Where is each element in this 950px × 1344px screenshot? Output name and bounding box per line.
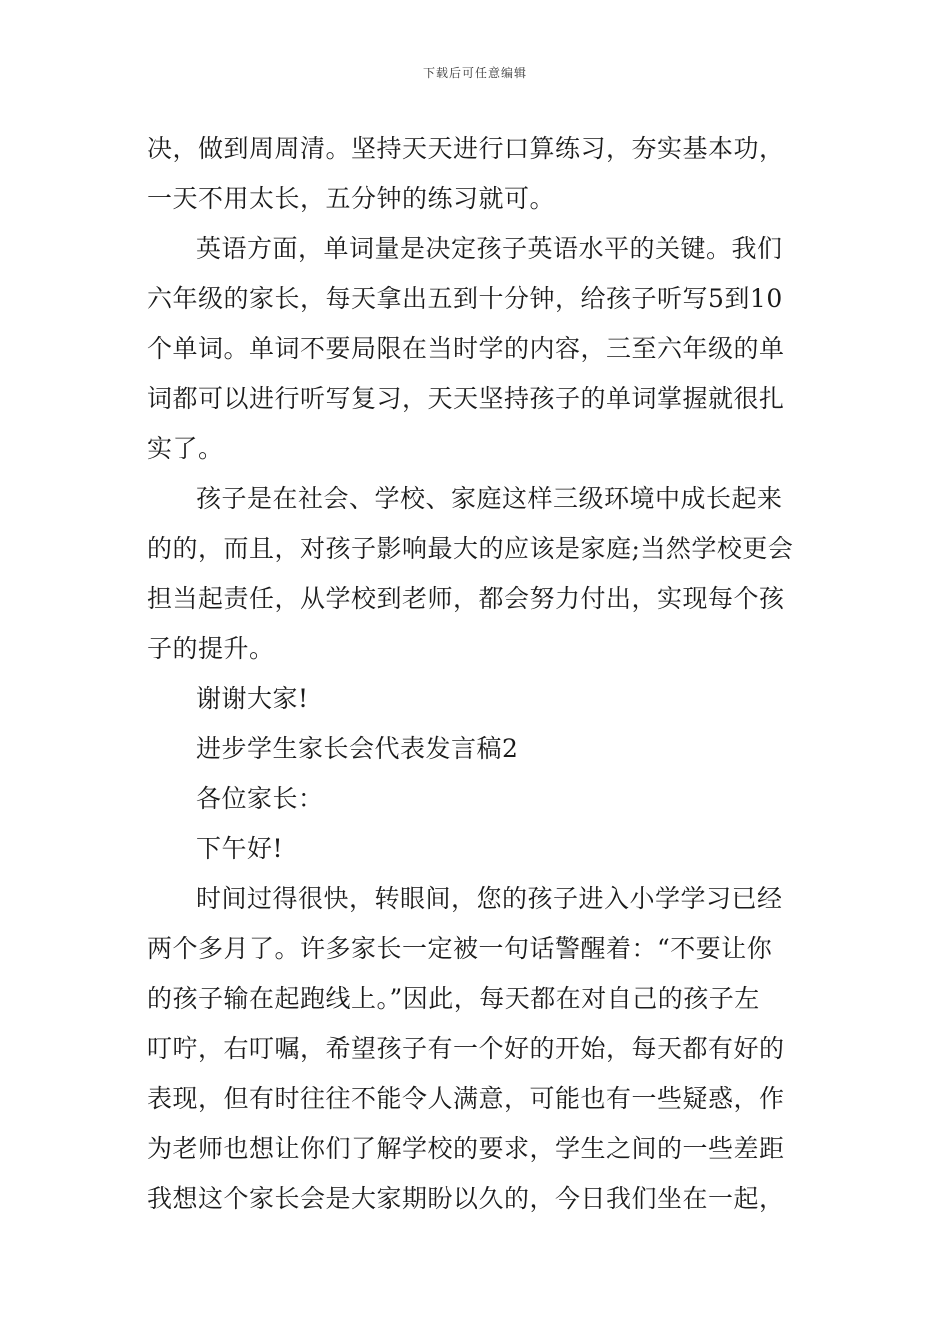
text-line: 六年级的家长，每天拿出五到十分钟，给孩子听写5到10	[147, 284, 783, 313]
text-line: 英语方面，单词量是决定孩子英语水平的关键。我们	[196, 234, 783, 263]
section-title: 进步学生家长会代表发言稿2	[196, 734, 519, 763]
text-line: 一天不用太长，五分钟的练习就可。	[147, 184, 556, 213]
text-line: 子的提升。	[147, 634, 275, 663]
text-line: 孩子是在社会、学校、家庭这样三级环境中成长起来	[196, 484, 783, 513]
text-line: 实了。	[147, 434, 224, 463]
text-line: 为老师也想让你们了解学校的要求，学生之间的一些差距	[147, 1134, 785, 1163]
text-line: 的孩子输在起跑线上。”因此，每天都在对自己的孩子左	[147, 984, 760, 1013]
text-line: 时间过得很快，转眼间，您的孩子进入小学学习已经	[196, 884, 783, 913]
header-note: 下载后可任意编辑	[422, 66, 527, 80]
text-line: 个单词。单词不要局限在当时学的内容，三至六年级的单	[147, 334, 785, 363]
document-body	[147, 124, 807, 1224]
text-line: 我想这个家长会是大家期盼以久的，今日我们坐在一起，	[147, 1184, 785, 1213]
greeting: 下午好!	[196, 834, 284, 863]
text-line: 表现，但有时往往不能令人满意，可能也有一些疑惑，作	[147, 1084, 785, 1113]
salutation: 各位家长：	[196, 784, 324, 813]
text-line: 词都可以进行听写复习，天天坚持孩子的单词掌握就很扎	[147, 384, 785, 413]
text-line: 两个多月了。许多家长一定被一句话警醒着：“不要让你	[147, 934, 773, 963]
text-line: 的的，而且，对孩子影响最大的应该是家庭;当然学校更会	[147, 534, 794, 563]
text-line: 叮咛，右叮嘱，希望孩子有一个好的开始，每天都有好的	[147, 1034, 785, 1063]
text-line: 谢谢大家!	[196, 684, 309, 713]
text-line: 担当起责任，从学校到老师，都会努力付出，实现每个孩	[147, 584, 785, 613]
text-line: 决，做到周周清。坚持天天进行口算练习，夯实基本功，	[147, 134, 785, 163]
